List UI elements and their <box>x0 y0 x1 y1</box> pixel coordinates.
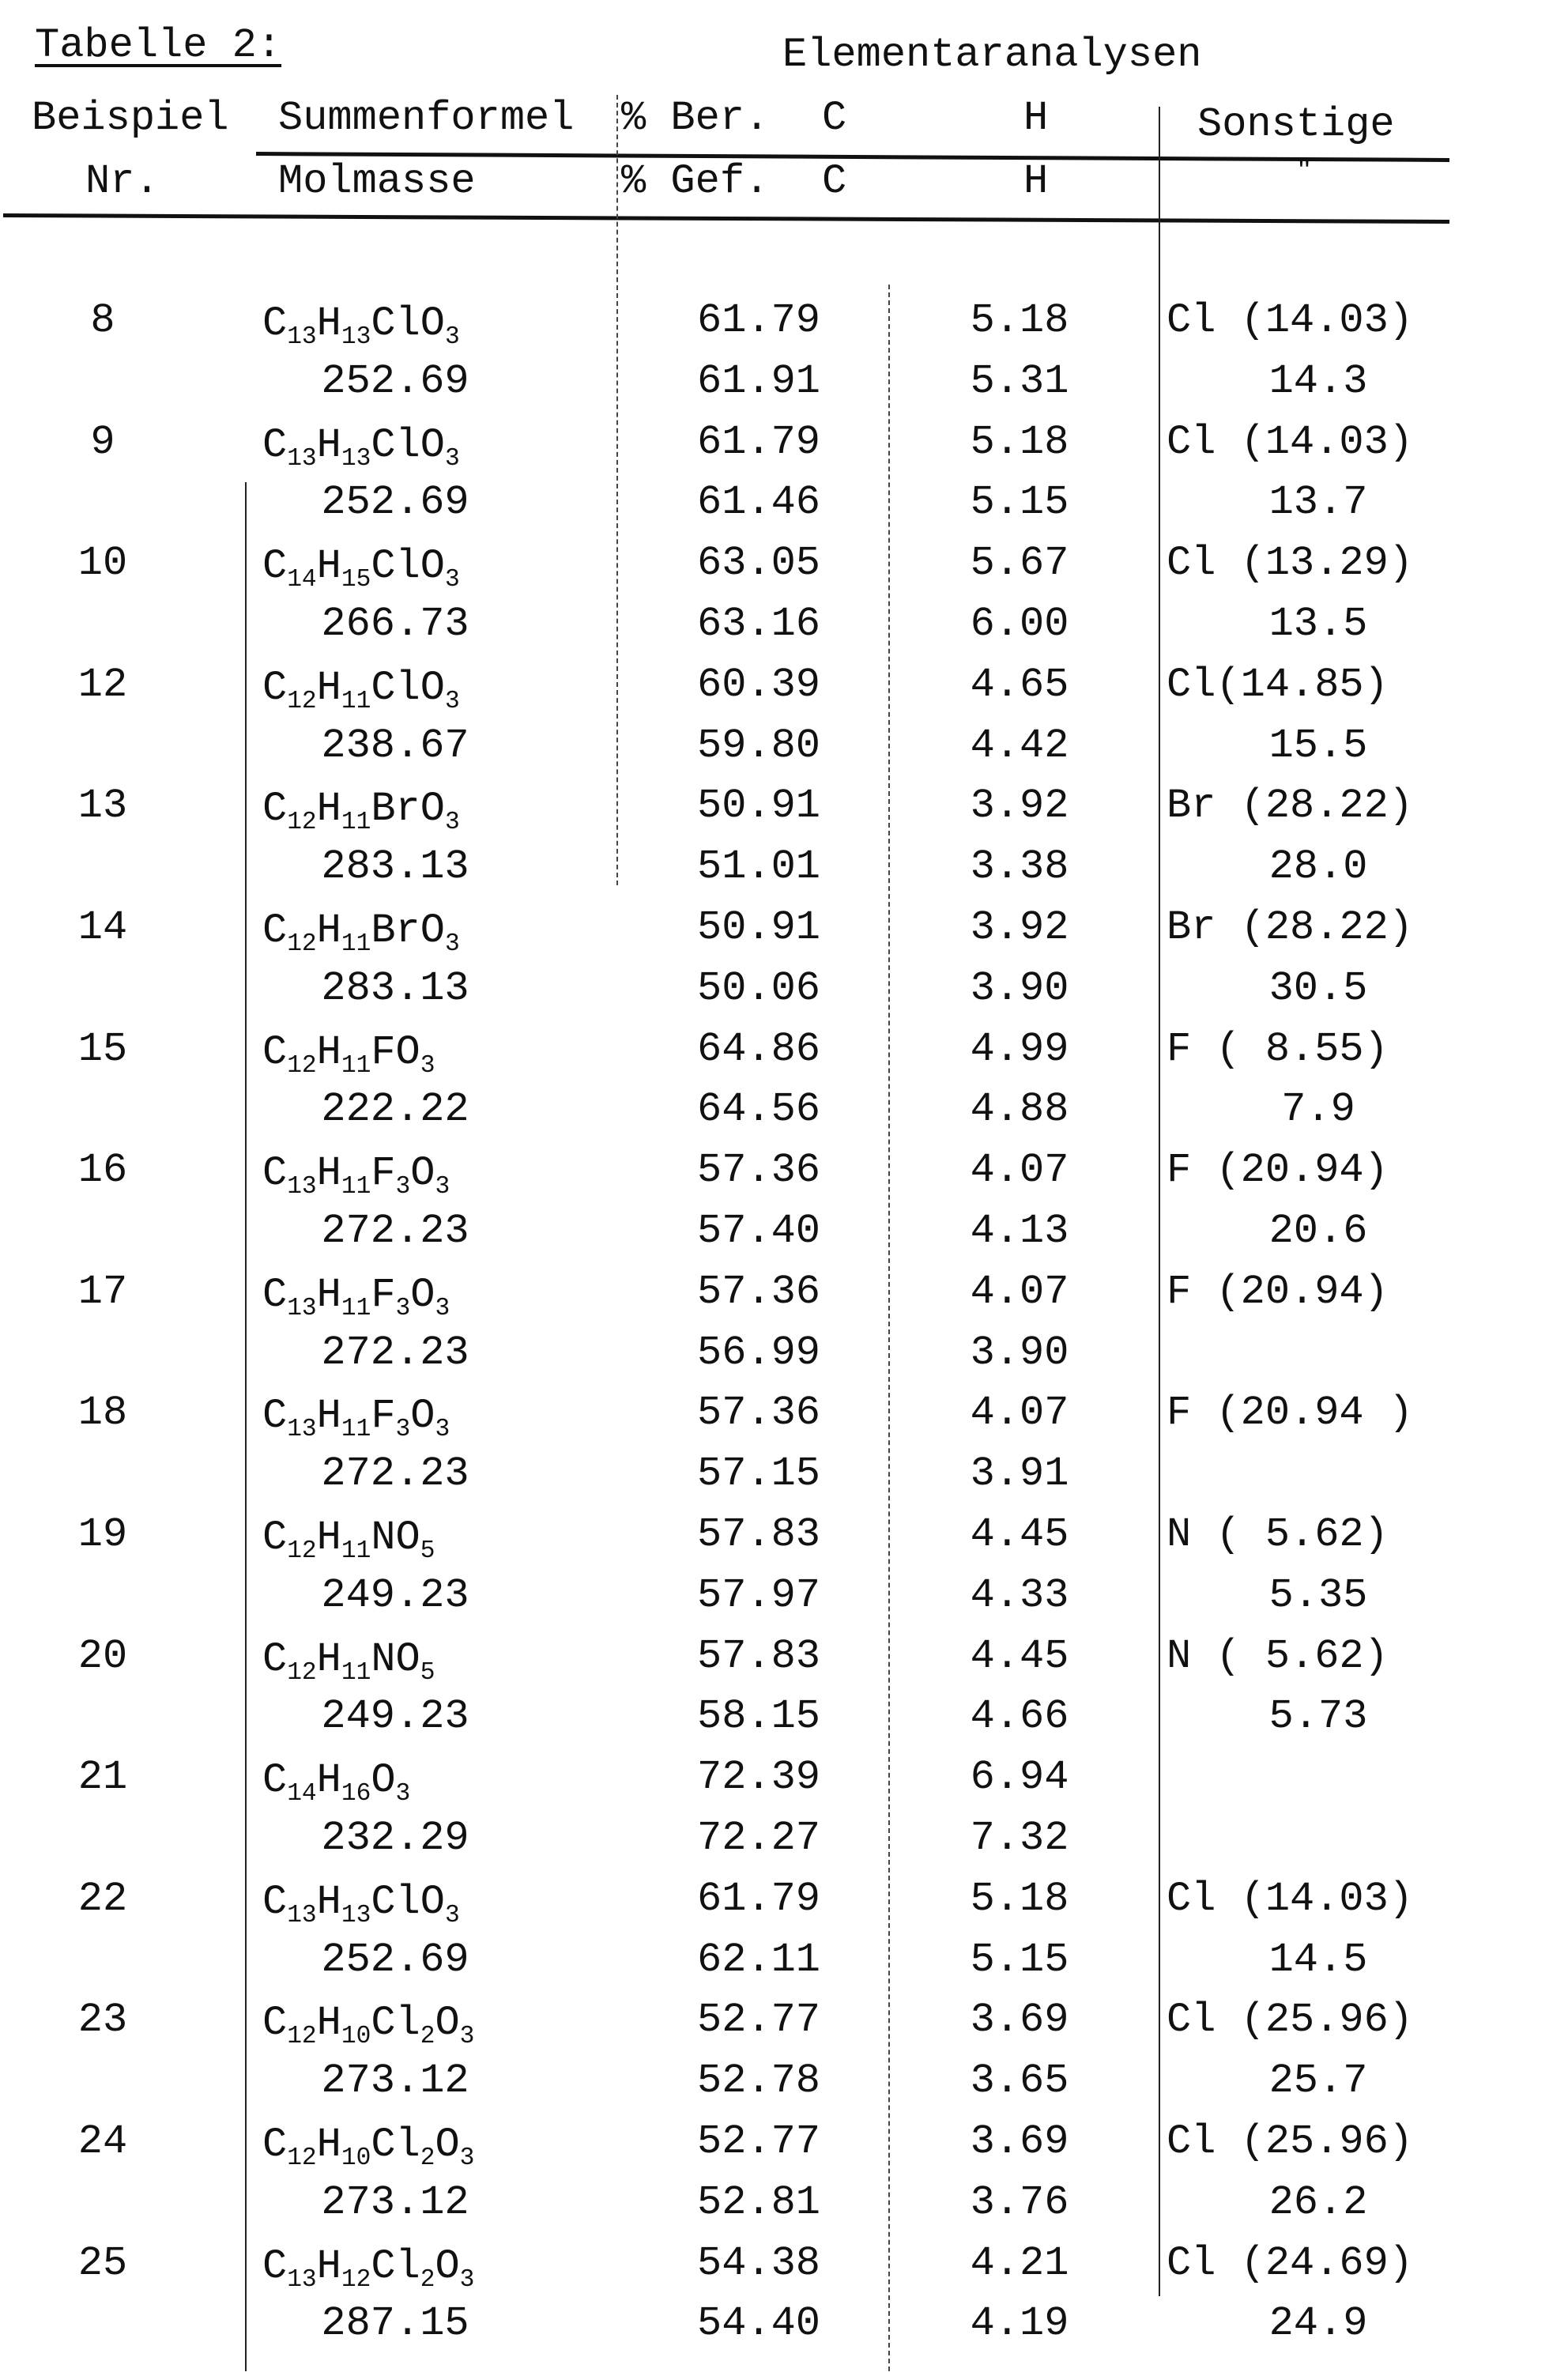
formula-subscript: 3 <box>460 2266 475 2294</box>
formula-element: F <box>371 1150 395 1197</box>
carbon-found: 72.27 <box>697 1818 820 1859</box>
header-c-ber: C <box>822 98 846 139</box>
formula-element: C <box>262 1029 287 1076</box>
formula-subscript: 11 <box>341 1537 371 1565</box>
formula-element: H <box>317 2000 341 2046</box>
formula-element: C <box>262 1879 287 1925</box>
formula-element: NO <box>371 1636 420 1683</box>
example-number: 8 <box>90 300 115 341</box>
formula-element: C <box>262 1636 287 1683</box>
other-calculated: F (20.94) <box>1167 1150 1389 1191</box>
carbon-found: 64.56 <box>697 1089 820 1130</box>
hydrogen-found: 3.91 <box>971 1454 1069 1495</box>
hydrogen-found: 4.42 <box>971 726 1069 767</box>
carbon-calculated: 57.36 <box>697 1393 820 1434</box>
carbon-calculated: 50.91 <box>697 907 820 949</box>
header-summenformel: Summenformel <box>278 98 574 139</box>
header-nr: Nr. <box>85 161 160 202</box>
other-calculated: F ( 8.55) <box>1167 1029 1389 1070</box>
header-h-gef: H <box>1023 161 1048 202</box>
hydrogen-calculated: 4.45 <box>971 1636 1069 1677</box>
example-number: 23 <box>78 2000 127 2041</box>
formula-element: C <box>262 665 287 711</box>
header-pct-ber: % Ber. <box>621 98 769 139</box>
molar-mass: 272.23 <box>321 1211 469 1252</box>
formula-subscript: 3 <box>445 809 460 836</box>
other-calculated: Cl (13.29) <box>1167 543 1413 584</box>
hydrogen-calculated: 4.07 <box>971 1272 1069 1313</box>
carbon-calculated: 61.79 <box>697 422 820 463</box>
other-calculated: Br (28.22) <box>1167 907 1413 949</box>
formula-element: C <box>262 1393 287 1439</box>
formula-element: H <box>317 2121 341 2168</box>
formula-element: O <box>435 2243 459 2290</box>
hydrogen-calculated: 3.92 <box>971 786 1069 827</box>
formula-subscript: 13 <box>287 2266 316 2294</box>
formula-element: H <box>317 907 341 954</box>
formula-element: BrO <box>371 907 445 954</box>
formula-element: ClO <box>371 665 445 711</box>
other-found: 26.2 <box>1269 2182 1368 2223</box>
hydrogen-found: 5.15 <box>971 1940 1069 1981</box>
molecular-formula <box>262 546 460 592</box>
other-calculated: Br (28.22) <box>1167 786 1413 827</box>
formula-element: ClO <box>371 422 445 469</box>
other-found: 15.5 <box>1269 726 1368 767</box>
other-calculated: Cl (25.96) <box>1167 2000 1413 2041</box>
example-number: 21 <box>78 1757 127 1798</box>
carbon-calculated: 57.83 <box>697 1514 820 1556</box>
formula-subscript: 13 <box>287 1416 316 1443</box>
molecular-formula <box>262 425 460 471</box>
formula-element: C <box>262 2000 287 2046</box>
formula-element: C <box>262 300 287 347</box>
formula-subscript: 11 <box>341 1052 371 1080</box>
header-beispiel: Beispiel <box>32 98 229 139</box>
formula-subscript: 13 <box>287 1902 316 1929</box>
hydrogen-found: 4.33 <box>971 1575 1069 1616</box>
formula-subscript: 2 <box>420 2023 435 2050</box>
example-number: 17 <box>78 1272 127 1313</box>
formula-element: H <box>317 786 341 832</box>
hydrogen-found: 5.15 <box>971 482 1069 523</box>
formula-element: C <box>262 2121 287 2168</box>
formula-element: H <box>317 1636 341 1683</box>
carbon-found: 57.97 <box>697 1575 820 1616</box>
molar-mass: 252.69 <box>321 482 469 523</box>
formula-element: H <box>317 1029 341 1076</box>
hydrogen-found: 3.65 <box>971 2061 1069 2102</box>
formula-element: H <box>317 1757 341 1804</box>
molar-mass: 252.69 <box>321 361 469 402</box>
hydrogen-calculated: 3.92 <box>971 907 1069 949</box>
formula-subscript: 13 <box>287 323 316 351</box>
molecular-formula <box>262 2246 474 2292</box>
example-number: 14 <box>78 907 127 949</box>
formula-subscript: 3 <box>460 2144 475 2172</box>
formula-subscript: 11 <box>341 809 371 836</box>
formula-element: ClO <box>371 300 445 347</box>
molecular-formula <box>262 668 460 714</box>
other-calculated: Cl (14.03) <box>1167 1879 1413 1920</box>
molar-mass: 283.13 <box>321 847 469 888</box>
hydrogen-calculated: 4.65 <box>971 665 1069 706</box>
molar-mass: 249.23 <box>321 1575 469 1616</box>
formula-subscript: 12 <box>287 2023 316 2050</box>
molar-mass: 266.73 <box>321 604 469 645</box>
example-number: 18 <box>78 1393 127 1434</box>
carbon-calculated: 60.39 <box>697 665 820 706</box>
carbon-found: 59.80 <box>697 726 820 767</box>
formula-subscript: 12 <box>287 930 316 958</box>
formula-element: C <box>262 422 287 469</box>
molecular-formula <box>262 1396 450 1442</box>
carbon-found: 57.15 <box>697 1454 820 1495</box>
formula-subscript: 11 <box>341 688 371 715</box>
formula-subscript: 12 <box>287 1052 316 1080</box>
other-found: 14.3 <box>1269 361 1368 402</box>
hydrogen-calculated: 4.45 <box>971 1514 1069 1556</box>
formula-subscript: 5 <box>420 1537 435 1565</box>
header-h-ber: H <box>1023 98 1048 139</box>
formula-subscript: 13 <box>287 1173 316 1201</box>
other-calculated: Cl (25.96) <box>1167 2121 1413 2163</box>
other-calculated: F (20.94 ) <box>1167 1393 1413 1434</box>
molar-mass: 232.29 <box>321 1818 469 1859</box>
formula-element: H <box>317 1393 341 1439</box>
carbon-calculated: 52.77 <box>697 2000 820 2041</box>
molar-mass: 222.22 <box>321 1089 469 1130</box>
formula-element: O <box>371 1757 395 1804</box>
molecular-formula <box>262 789 460 835</box>
other-calculated: Cl (14.03) <box>1167 300 1413 341</box>
carbon-found: 56.99 <box>697 1333 820 1374</box>
header-ditto-mark: " <box>1296 158 1312 185</box>
other-calculated: F (20.94) <box>1167 1272 1389 1313</box>
header-sonstige: Sonstige <box>1197 104 1395 145</box>
other-found: 14.5 <box>1269 1940 1368 1981</box>
molar-mass: 283.13 <box>321 968 469 1009</box>
formula-subscript: 13 <box>341 445 371 473</box>
formula-element: Cl <box>371 2121 420 2168</box>
molecular-formula <box>262 1639 435 1685</box>
formula-subscript: 13 <box>341 1902 371 1929</box>
formula-subscript: 3 <box>435 1173 450 1201</box>
formula-element: BrO <box>371 786 445 832</box>
formula-subscript: 14 <box>287 566 316 594</box>
example-number: 16 <box>78 1150 127 1191</box>
example-number: 9 <box>90 422 115 463</box>
formula-subscript: 11 <box>341 1173 371 1201</box>
formula-element: C <box>262 1272 287 1318</box>
formula-element: NO <box>371 1514 420 1561</box>
formula-element: H <box>317 1879 341 1925</box>
hydrogen-calculated: 4.07 <box>971 1150 1069 1191</box>
hydrogen-found: 6.00 <box>971 604 1069 645</box>
formula-element: F <box>371 1272 395 1318</box>
hydrogen-calculated: 6.94 <box>971 1757 1069 1798</box>
formula-element: H <box>317 1150 341 1197</box>
formula-element: H <box>317 1514 341 1561</box>
hydrogen-found: 3.38 <box>971 847 1069 888</box>
header-pct-gef: % Gef. <box>621 161 769 202</box>
example-number: 20 <box>78 1636 127 1677</box>
formula-element: C <box>262 1514 287 1561</box>
molar-mass: 238.67 <box>321 726 469 767</box>
molar-mass: 272.23 <box>321 1333 469 1374</box>
formula-subscript: 11 <box>341 1416 371 1443</box>
hydrogen-calculated: 5.18 <box>971 300 1069 341</box>
molar-mass: 272.23 <box>321 1454 469 1495</box>
formula-element: C <box>262 1757 287 1804</box>
formula-subscript: 5 <box>420 1659 435 1687</box>
carbon-found: 61.91 <box>697 361 820 402</box>
other-calculated: N ( 5.62) <box>1167 1636 1389 1677</box>
formula-subscript: 11 <box>341 1659 371 1687</box>
formula-element: O <box>410 1272 435 1318</box>
formula-element: C <box>262 2243 287 2290</box>
carbon-found: 58.15 <box>697 1696 820 1737</box>
column-divider-formula <box>245 482 247 2371</box>
carbon-calculated: 50.91 <box>697 786 820 827</box>
molecular-formula <box>262 304 460 349</box>
example-number: 13 <box>78 786 127 827</box>
formula-subscript: 11 <box>341 1295 371 1322</box>
example-number: 22 <box>78 1879 127 1920</box>
formula-subscript: 10 <box>341 2144 371 2172</box>
hydrogen-calculated: 3.69 <box>971 2000 1069 2041</box>
carbon-calculated: 57.36 <box>697 1272 820 1313</box>
formula-element: Cl <box>371 2000 420 2046</box>
other-found: 25.7 <box>1269 2061 1368 2102</box>
formula-subscript: 10 <box>341 2023 371 2050</box>
carbon-found: 62.11 <box>697 1940 820 1981</box>
formula-subscript: 3 <box>460 2023 475 2050</box>
formula-subscript: 3 <box>445 566 460 594</box>
carbon-calculated: 52.77 <box>697 2121 820 2163</box>
molecular-formula <box>262 1153 450 1199</box>
column-divider-pct <box>616 95 618 885</box>
hydrogen-found: 7.32 <box>971 1818 1069 1859</box>
formula-subscript: 13 <box>341 323 371 351</box>
molecular-formula <box>262 1518 435 1563</box>
formula-subscript: 12 <box>287 2144 316 2172</box>
formula-subscript: 11 <box>341 930 371 958</box>
molar-mass: 287.15 <box>321 2303 469 2344</box>
column-divider-other <box>1159 107 1160 2296</box>
molecular-formula <box>262 1760 410 1806</box>
example-number: 15 <box>78 1029 127 1070</box>
formula-subscript: 3 <box>445 930 460 958</box>
formula-subscript: 3 <box>435 1416 450 1443</box>
formula-element: O <box>410 1393 435 1439</box>
formula-subscript: 12 <box>341 2266 371 2294</box>
formula-subscript: 3 <box>420 1052 435 1080</box>
carbon-calculated: 63.05 <box>697 543 820 584</box>
hydrogen-calculated: 4.07 <box>971 1393 1069 1434</box>
formula-element: H <box>317 665 341 711</box>
hydrogen-found: 3.90 <box>971 1333 1069 1374</box>
example-number: 12 <box>78 665 127 706</box>
carbon-found: 52.78 <box>697 2061 820 2102</box>
other-found: 13.5 <box>1269 604 1368 645</box>
other-found: 13.7 <box>1269 482 1368 523</box>
carbon-calculated: 57.36 <box>697 1150 820 1191</box>
formula-element: H <box>317 422 341 469</box>
carbon-calculated: 72.39 <box>697 1757 820 1798</box>
formula-subscript: 3 <box>445 1902 460 1929</box>
other-found: 30.5 <box>1269 968 1368 1009</box>
formula-element: F <box>371 1393 395 1439</box>
formula-element: H <box>317 1272 341 1318</box>
hydrogen-calculated: 5.18 <box>971 422 1069 463</box>
formula-subscript: 3 <box>396 1295 411 1322</box>
formula-element: H <box>317 2243 341 2290</box>
hydrogen-calculated: 4.99 <box>971 1029 1069 1070</box>
molecular-formula <box>262 1275 450 1321</box>
formula-element: O <box>435 2121 459 2168</box>
molar-mass: 249.23 <box>321 1696 469 1737</box>
formula-subscript: 3 <box>445 323 460 351</box>
formula-element: O <box>410 1150 435 1197</box>
column-divider-c-h <box>888 285 890 2371</box>
other-found: 7.9 <box>1281 1089 1355 1130</box>
carbon-found: 61.46 <box>697 482 820 523</box>
other-calculated: Cl (24.69) <box>1167 2243 1413 2284</box>
hydrogen-calculated: 5.67 <box>971 543 1069 584</box>
formula-subscript: 3 <box>445 445 460 473</box>
table-title: Tabelle 2: <box>35 25 281 66</box>
formula-element: C <box>262 786 287 832</box>
carbon-calculated: 64.86 <box>697 1029 820 1070</box>
carbon-found: 57.40 <box>697 1211 820 1252</box>
molecular-formula <box>262 2125 474 2170</box>
formula-subscript: 3 <box>435 1295 450 1322</box>
formula-subscript: 14 <box>287 1780 316 1808</box>
other-found: 5.35 <box>1269 1575 1368 1616</box>
molecular-formula <box>262 1882 460 1928</box>
molar-mass: 273.12 <box>321 2182 469 2223</box>
formula-subscript: 2 <box>420 2144 435 2172</box>
formula-element: H <box>317 300 341 347</box>
example-number: 24 <box>78 2121 127 2163</box>
formula-element: H <box>317 543 341 590</box>
molecular-formula <box>262 1032 435 1078</box>
formula-element: ClO <box>371 1879 445 1925</box>
example-number: 10 <box>78 543 127 584</box>
formula-element: C <box>262 907 287 954</box>
molar-mass: 273.12 <box>321 2061 469 2102</box>
formula-subscript: 12 <box>287 1537 316 1565</box>
formula-subscript: 2 <box>420 2266 435 2294</box>
other-found: 28.0 <box>1269 847 1368 888</box>
header-molmasse: Molmasse <box>278 161 476 202</box>
example-number: 19 <box>78 1514 127 1556</box>
hydrogen-found: 3.76 <box>971 2182 1069 2223</box>
hydrogen-calculated: 3.69 <box>971 2121 1069 2163</box>
formula-subscript: 15 <box>341 566 371 594</box>
other-calculated: N ( 5.62) <box>1167 1514 1389 1556</box>
other-calculated: Cl(14.85) <box>1167 665 1389 706</box>
molecular-formula <box>262 911 460 956</box>
carbon-found: 50.06 <box>697 968 820 1009</box>
hydrogen-calculated: 4.21 <box>971 2243 1069 2284</box>
formula-subscript: 3 <box>396 1173 411 1201</box>
molar-mass: 252.69 <box>321 1940 469 1981</box>
carbon-found: 54.40 <box>697 2303 820 2344</box>
other-found: 20.6 <box>1269 1211 1368 1252</box>
carbon-found: 63.16 <box>697 604 820 645</box>
formula-element: O <box>435 2000 459 2046</box>
example-number: 25 <box>78 2243 127 2284</box>
carbon-calculated: 57.83 <box>697 1636 820 1677</box>
hydrogen-found: 4.13 <box>971 1211 1069 1252</box>
carbon-calculated: 54.38 <box>697 2243 820 2284</box>
other-found: 24.9 <box>1269 2303 1368 2344</box>
formula-subscript: 12 <box>287 688 316 715</box>
hydrogen-found: 3.90 <box>971 968 1069 1009</box>
header-c-gef: C <box>822 161 846 202</box>
formula-subscript: 13 <box>287 445 316 473</box>
formula-subscript: 12 <box>287 809 316 836</box>
group-header: Elementaranalysen <box>782 35 1202 76</box>
formula-element: Cl <box>371 2243 420 2290</box>
hydrogen-found: 5.31 <box>971 361 1069 402</box>
hydrogen-found: 4.19 <box>971 2303 1069 2344</box>
molecular-formula <box>262 2003 474 2049</box>
formula-subscript: 3 <box>396 1780 411 1808</box>
hydrogen-found: 4.66 <box>971 1696 1069 1737</box>
formula-element: C <box>262 1150 287 1197</box>
formula-element: ClO <box>371 543 445 590</box>
formula-subscript: 3 <box>396 1416 411 1443</box>
formula-subscript: 13 <box>287 1295 316 1322</box>
formula-subscript: 16 <box>341 1780 371 1808</box>
other-calculated: Cl (14.03) <box>1167 422 1413 463</box>
carbon-found: 51.01 <box>697 847 820 888</box>
other-found: 5.73 <box>1269 1696 1368 1737</box>
formula-element: FO <box>371 1029 420 1076</box>
carbon-calculated: 61.79 <box>697 1879 820 1920</box>
formula-subscript: 12 <box>287 1659 316 1687</box>
hydrogen-calculated: 5.18 <box>971 1879 1069 1920</box>
hydrogen-found: 4.88 <box>971 1089 1069 1130</box>
carbon-calculated: 61.79 <box>697 300 820 341</box>
header-bottom-rule <box>3 213 1449 224</box>
carbon-found: 52.81 <box>697 2182 820 2223</box>
formula-subscript: 3 <box>445 688 460 715</box>
formula-element: C <box>262 543 287 590</box>
